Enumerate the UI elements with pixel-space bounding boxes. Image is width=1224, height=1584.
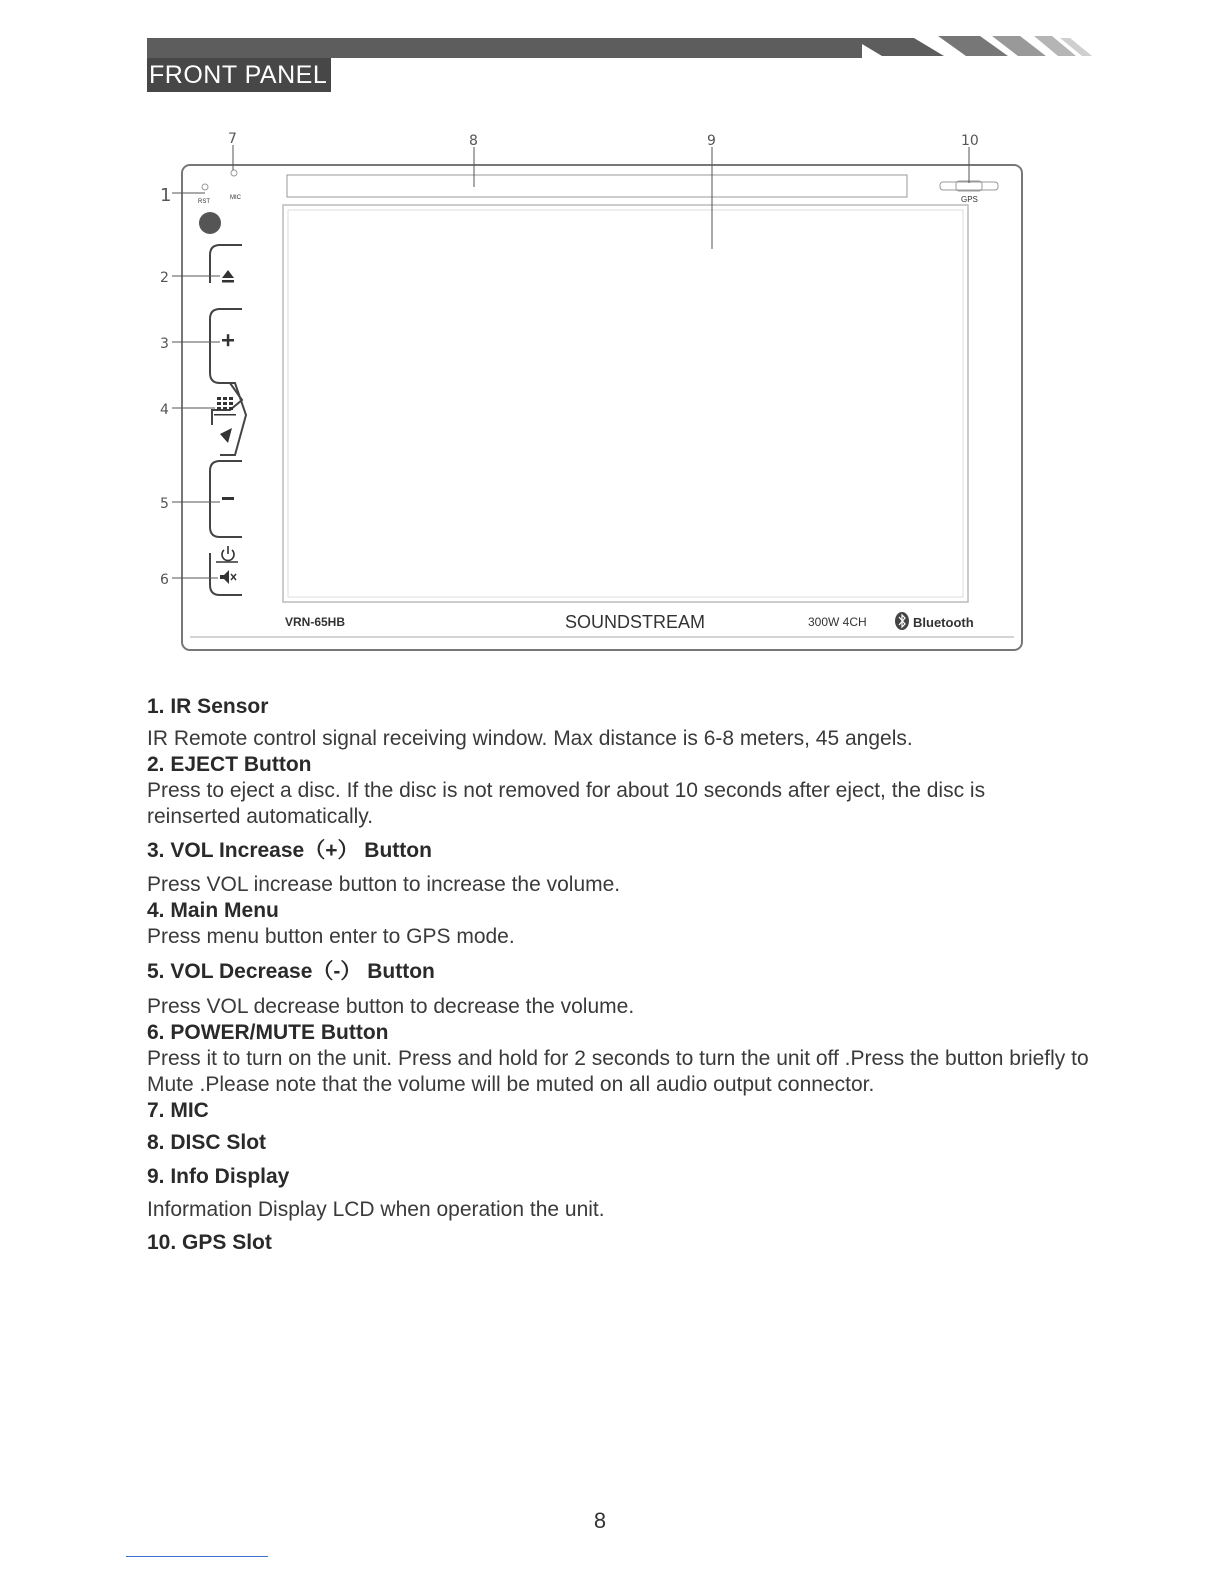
item-vol-increase	[147, 838, 1107, 898]
item-title: 5. VOL Decrease（-） Button	[147, 960, 435, 983]
brand-logo: SOUNDSTREAM	[565, 612, 706, 632]
mute-icon	[220, 570, 236, 584]
gps-slot	[940, 182, 998, 190]
item-power-mute	[147, 1020, 1107, 1098]
item-main-menu	[147, 898, 1107, 950]
eject-icon	[222, 270, 234, 283]
item-desc: Press VOL increase button to increase the volume.	[147, 873, 621, 896]
item-desc: Press to eject a disc. If the disc is not removed for about 10 seconds after eject, the disc is reinserted automatically.	[147, 779, 986, 828]
item-desc: IR Remote control signal receiving window. Max distance is 6-8 meters, 45 angels.	[147, 727, 913, 750]
item-disc-slot	[147, 1130, 1107, 1156]
minus-icon	[222, 497, 234, 500]
item-title: 10. GPS Slot	[147, 1231, 272, 1254]
callout-3: 3	[160, 336, 169, 352]
item-ir-sensor	[147, 694, 1107, 752]
callout-4: 4	[160, 402, 169, 418]
model-label: VRN-65HB	[285, 615, 346, 629]
info-display-screen	[283, 205, 968, 602]
item-title: 8. DISC Slot	[147, 1131, 267, 1154]
item-info-display	[147, 1164, 1107, 1223]
header-stripes	[852, 34, 1097, 60]
plus-icon	[222, 334, 234, 346]
footer-line	[126, 1556, 268, 1557]
mic-hole	[231, 170, 237, 176]
header-bar	[147, 38, 862, 58]
mic-label: MIC	[230, 195, 241, 201]
item-title: 4. Main Menu	[147, 899, 279, 922]
item-vol-decrease	[147, 959, 1107, 1020]
item-desc: Press menu button enter to GPS mode.	[147, 925, 515, 948]
item-desc: Press VOL decrease button to decrease the volume.	[147, 995, 635, 1018]
menu-grid-icon	[214, 397, 236, 416]
nav-arrow-icon	[220, 428, 232, 443]
item-eject-button	[147, 752, 1107, 830]
callout-10: 10	[961, 133, 979, 149]
power-label: 300W 4CH	[808, 615, 867, 629]
unit-body	[182, 165, 1022, 650]
item-title: 3. VOL Increase（+） Button	[147, 839, 432, 862]
item-desc: Press it to turn on the unit. Press and hold for 2 seconds to turn the unit off .Press the button briefly to Mute .Please note that the volume will be muted on all audio output connector.	[147, 1047, 1089, 1096]
ir-sensor	[199, 212, 221, 234]
callout-6: 6	[160, 572, 169, 588]
item-title: 9. Info Display	[147, 1165, 290, 1188]
disc-slot	[287, 175, 907, 197]
bluetooth-label: Bluetooth	[913, 615, 974, 630]
item-list	[147, 694, 1107, 1256]
item-mic	[147, 1098, 1107, 1124]
item-gps-slot	[147, 1230, 1107, 1256]
power-icon	[216, 546, 238, 562]
page-title: FRONT PANEL	[147, 58, 331, 92]
callout-9: 9	[707, 133, 716, 149]
front-panel-diagram	[140, 125, 1040, 665]
bluetooth-icon	[895, 612, 909, 630]
callout-1: 1	[160, 185, 172, 206]
gps-label: GPS	[961, 195, 978, 204]
item-title: 1. IR Sensor	[147, 695, 269, 718]
item-title: 7. MIC	[147, 1099, 209, 1122]
item-desc: Information Display LCD when operation the unit.	[147, 1198, 605, 1221]
main-menu-button	[220, 383, 246, 455]
callout-2: 2	[160, 270, 169, 286]
callout-8: 8	[469, 133, 478, 149]
item-title: 6. POWER/MUTE Button	[147, 1021, 389, 1044]
page-number: 8	[593, 1508, 607, 1533]
callout-5: 5	[160, 496, 169, 512]
callout-7: 7	[228, 131, 237, 147]
rst-label: RST	[198, 199, 210, 205]
item-title: 2. EJECT Button	[147, 753, 312, 776]
